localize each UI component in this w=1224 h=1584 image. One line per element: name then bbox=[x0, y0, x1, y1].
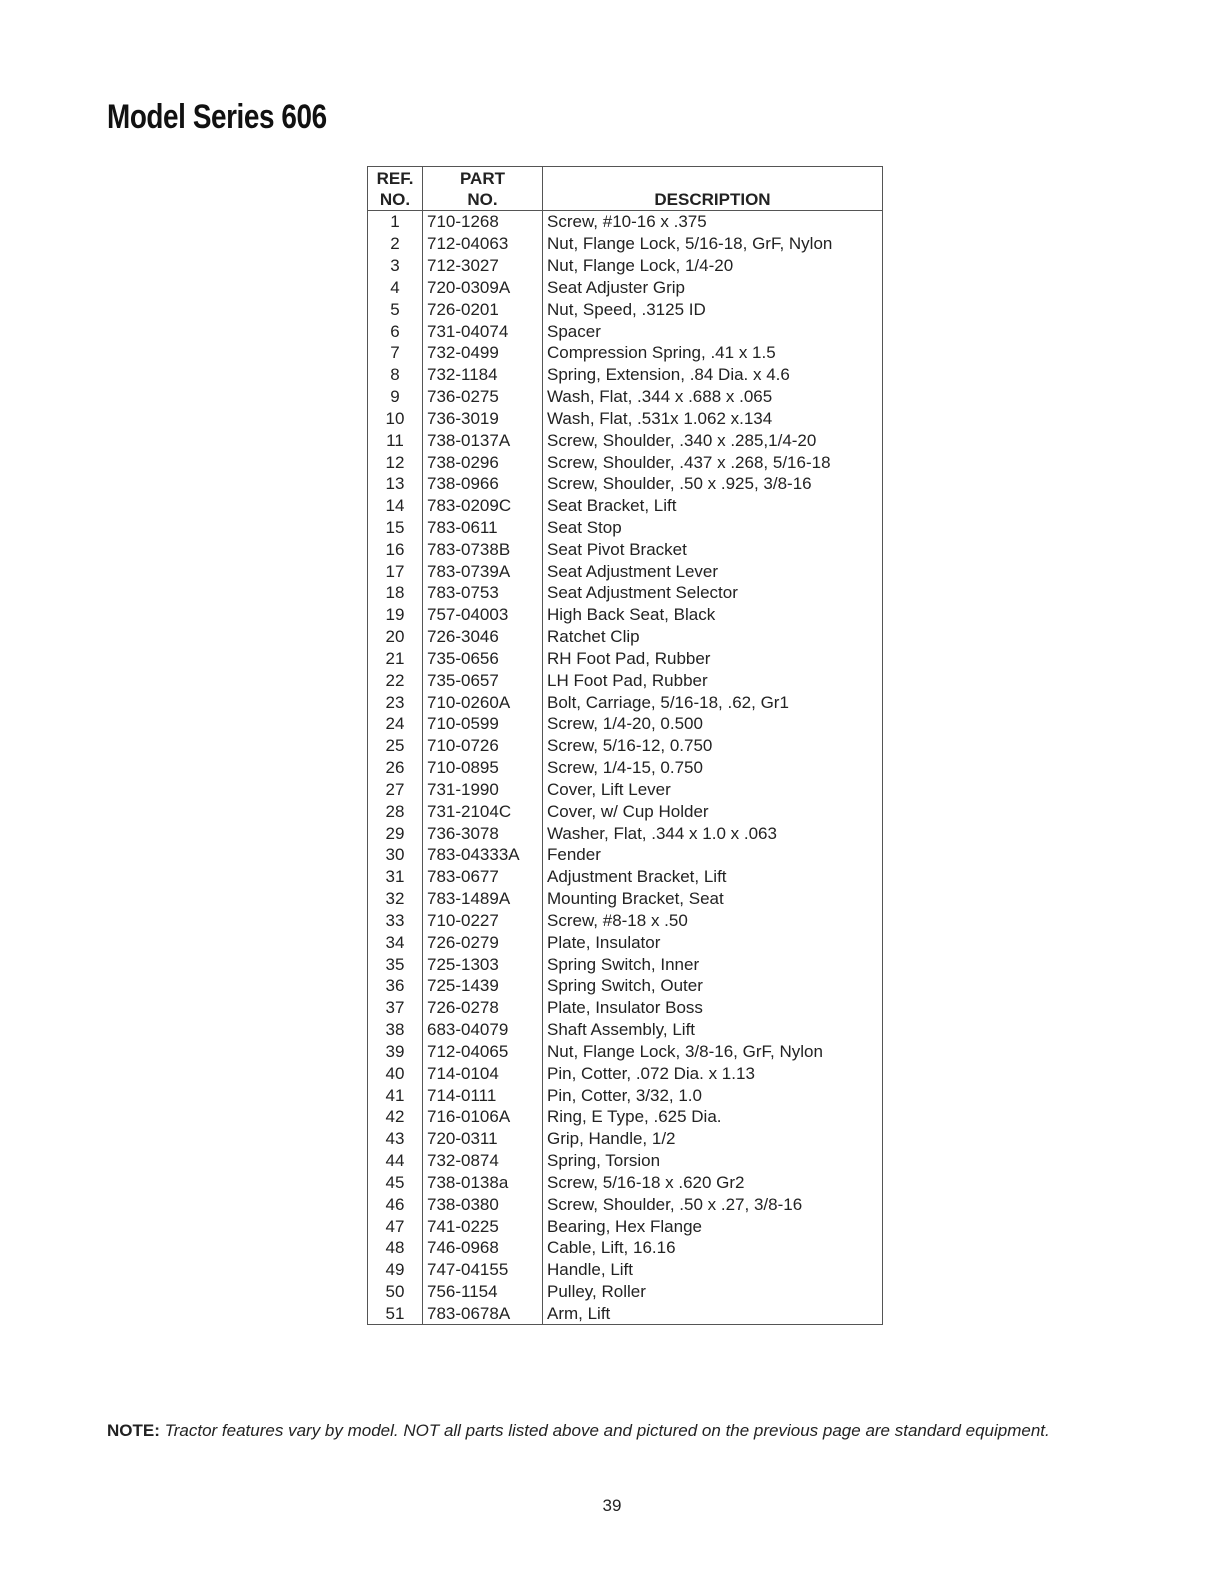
ref-no-cell: 36 bbox=[368, 975, 423, 997]
parts-table-body bbox=[368, 211, 883, 1325]
description-cell: Cover, Lift Lever bbox=[543, 779, 883, 801]
table-row bbox=[368, 386, 883, 408]
parts-table bbox=[367, 166, 883, 1325]
description-cell: RH Foot Pad, Rubber bbox=[543, 648, 883, 670]
table-row bbox=[368, 626, 883, 648]
part-no-cell: 731-2104C bbox=[423, 800, 543, 822]
description-cell: Nut, Flange Lock, 3/8-16, GrF, Nylon bbox=[543, 1040, 883, 1062]
ref-no-cell: 17 bbox=[368, 560, 423, 582]
description-cell: Screw, #10-16 x .375 bbox=[543, 211, 883, 233]
part-no-cell: 756-1154 bbox=[423, 1281, 543, 1303]
description-cell: Cable, Lift, 16.16 bbox=[543, 1237, 883, 1259]
part-no-cell: 731-04074 bbox=[423, 320, 543, 342]
part-no-cell: 736-0275 bbox=[423, 386, 543, 408]
part-no-cell: 738-0380 bbox=[423, 1193, 543, 1215]
note-label: NOTE: bbox=[107, 1421, 160, 1440]
table-row bbox=[368, 888, 883, 910]
ref-no-cell: 10 bbox=[368, 407, 423, 429]
table-row bbox=[368, 1171, 883, 1193]
part-no-cell: 726-0278 bbox=[423, 997, 543, 1019]
description-cell: Nut, Speed, .3125 ID bbox=[543, 298, 883, 320]
part-no-cell: 783-0753 bbox=[423, 582, 543, 604]
ref-no-cell: 11 bbox=[368, 429, 423, 451]
description-cell: Screw, 5/16-18 x .620 Gr2 bbox=[543, 1171, 883, 1193]
part-no-cell: 757-04003 bbox=[423, 604, 543, 626]
table-row bbox=[368, 779, 883, 801]
table-row bbox=[368, 451, 883, 473]
table-row bbox=[368, 866, 883, 888]
description-cell: Screw, #8-18 x .50 bbox=[543, 910, 883, 932]
part-no-cell: 712-3027 bbox=[423, 255, 543, 277]
table-row bbox=[368, 735, 883, 757]
description-cell: Spring Switch, Inner bbox=[543, 953, 883, 975]
table-row bbox=[368, 298, 883, 320]
description-cell: Plate, Insulator bbox=[543, 931, 883, 953]
description-cell: Bolt, Carriage, 5/16-18, .62, Gr1 bbox=[543, 691, 883, 713]
note-text: Tractor features vary by model. NOT all parts listed above and pictured on the previous page are standard equipment. bbox=[164, 1421, 1050, 1440]
ref-no-cell: 6 bbox=[368, 320, 423, 342]
description-cell: Grip, Handle, 1/2 bbox=[543, 1128, 883, 1150]
table-row bbox=[368, 1215, 883, 1237]
table-row bbox=[368, 320, 883, 342]
description-cell: Seat Pivot Bracket bbox=[543, 538, 883, 560]
part-no-cell: 746-0968 bbox=[423, 1237, 543, 1259]
ref-no-cell: 31 bbox=[368, 866, 423, 888]
ref-no-cell: 51 bbox=[368, 1302, 423, 1324]
table-row bbox=[368, 473, 883, 495]
table-row bbox=[368, 800, 883, 822]
table-row bbox=[368, 1084, 883, 1106]
description-cell: Nut, Flange Lock, 1/4-20 bbox=[543, 255, 883, 277]
part-no-cell: 714-0104 bbox=[423, 1062, 543, 1084]
ref-no-cell: 8 bbox=[368, 364, 423, 386]
table-row bbox=[368, 560, 883, 582]
description-cell: Screw, 1/4-15, 0.750 bbox=[543, 757, 883, 779]
part-no-cell: 783-0738B bbox=[423, 538, 543, 560]
ref-no-cell: 41 bbox=[368, 1084, 423, 1106]
part-no-cell: 783-0739A bbox=[423, 560, 543, 582]
description-cell: Pulley, Roller bbox=[543, 1281, 883, 1303]
part-no-cell: 736-3078 bbox=[423, 822, 543, 844]
part-no-cell: 732-0499 bbox=[423, 342, 543, 364]
footnote bbox=[107, 1421, 1050, 1441]
table-row bbox=[368, 669, 883, 691]
description-cell: Pin, Cotter, 3/32, 1.0 bbox=[543, 1084, 883, 1106]
part-no-cell: 783-1489A bbox=[423, 888, 543, 910]
ref-no-cell: 45 bbox=[368, 1171, 423, 1193]
table-row bbox=[368, 211, 883, 233]
description-cell: Arm, Lift bbox=[543, 1302, 883, 1324]
description-cell: Screw, 5/16-12, 0.750 bbox=[543, 735, 883, 757]
description-cell: Screw, 1/4-20, 0.500 bbox=[543, 713, 883, 735]
ref-no-cell: 47 bbox=[368, 1215, 423, 1237]
table-row bbox=[368, 953, 883, 975]
part-no-cell: 736-3019 bbox=[423, 407, 543, 429]
ref-no-cell: 20 bbox=[368, 626, 423, 648]
table-row bbox=[368, 517, 883, 539]
ref-no-cell: 33 bbox=[368, 910, 423, 932]
ref-no-cell: 46 bbox=[368, 1193, 423, 1215]
ref-no-cell: 4 bbox=[368, 276, 423, 298]
table-row bbox=[368, 648, 883, 670]
ref-no-cell: 18 bbox=[368, 582, 423, 604]
ref-no-cell: 35 bbox=[368, 953, 423, 975]
table-row bbox=[368, 342, 883, 364]
part-no-cell: 731-1990 bbox=[423, 779, 543, 801]
ref-no-cell: 42 bbox=[368, 1106, 423, 1128]
header-ref-line1: REF. bbox=[376, 169, 414, 188]
ref-no-cell: 38 bbox=[368, 1019, 423, 1041]
table-row bbox=[368, 582, 883, 604]
description-cell: Fender bbox=[543, 844, 883, 866]
part-no-cell: 741-0225 bbox=[423, 1215, 543, 1237]
part-no-cell: 683-04079 bbox=[423, 1019, 543, 1041]
description-cell: Screw, Shoulder, .437 x .268, 5/16-18 bbox=[543, 451, 883, 473]
ref-no-cell: 25 bbox=[368, 735, 423, 757]
part-no-cell: 720-0309A bbox=[423, 276, 543, 298]
description-cell: Seat Adjustment Selector bbox=[543, 582, 883, 604]
table-row bbox=[368, 1237, 883, 1259]
table-row bbox=[368, 538, 883, 560]
ref-no-cell: 32 bbox=[368, 888, 423, 910]
ref-no-cell: 15 bbox=[368, 517, 423, 539]
header-part-line2: NO. bbox=[467, 190, 498, 209]
description-cell: Spring Switch, Outer bbox=[543, 975, 883, 997]
part-no-cell: 732-0874 bbox=[423, 1150, 543, 1172]
description-cell: Screw, Shoulder, .340 x .285,1/4-20 bbox=[543, 429, 883, 451]
header-part-no bbox=[423, 167, 543, 211]
table-row bbox=[368, 1062, 883, 1084]
ref-no-cell: 50 bbox=[368, 1281, 423, 1303]
description-cell: Ratchet Clip bbox=[543, 626, 883, 648]
description-cell: Wash, Flat, .344 x .688 x .065 bbox=[543, 386, 883, 408]
table-row bbox=[368, 364, 883, 386]
ref-no-cell: 39 bbox=[368, 1040, 423, 1062]
description-cell: Plate, Insulator Boss bbox=[543, 997, 883, 1019]
description-cell: Bearing, Hex Flange bbox=[543, 1215, 883, 1237]
part-no-cell: 783-04333A bbox=[423, 844, 543, 866]
description-cell: Seat Bracket, Lift bbox=[543, 495, 883, 517]
part-no-cell: 732-1184 bbox=[423, 364, 543, 386]
part-no-cell: 726-0201 bbox=[423, 298, 543, 320]
part-no-cell: 783-0611 bbox=[423, 517, 543, 539]
table-row bbox=[368, 1040, 883, 1062]
table-row bbox=[368, 276, 883, 298]
description-cell: Spring, Extension, .84 Dia. x 4.6 bbox=[543, 364, 883, 386]
table-row bbox=[368, 910, 883, 932]
table-row bbox=[368, 822, 883, 844]
part-no-cell: 783-0678A bbox=[423, 1302, 543, 1324]
description-cell: Compression Spring, .41 x 1.5 bbox=[543, 342, 883, 364]
header-ref-line2: NO. bbox=[379, 190, 411, 209]
ref-no-cell: 2 bbox=[368, 233, 423, 255]
ref-no-cell: 9 bbox=[368, 386, 423, 408]
part-no-cell: 738-0296 bbox=[423, 451, 543, 473]
ref-no-cell: 3 bbox=[368, 255, 423, 277]
header-ref-no bbox=[368, 167, 423, 211]
part-no-cell: 725-1439 bbox=[423, 975, 543, 997]
ref-no-cell: 23 bbox=[368, 691, 423, 713]
ref-no-cell: 34 bbox=[368, 931, 423, 953]
part-no-cell: 720-0311 bbox=[423, 1128, 543, 1150]
part-no-cell: 716-0106A bbox=[423, 1106, 543, 1128]
ref-no-cell: 44 bbox=[368, 1150, 423, 1172]
ref-no-cell: 30 bbox=[368, 844, 423, 866]
part-no-cell: 783-0209C bbox=[423, 495, 543, 517]
ref-no-cell: 28 bbox=[368, 800, 423, 822]
description-cell: Handle, Lift bbox=[543, 1259, 883, 1281]
page-number: 39 bbox=[602, 1496, 622, 1515]
ref-no-cell: 1 bbox=[368, 211, 423, 233]
table-row bbox=[368, 844, 883, 866]
parts-table-header bbox=[368, 167, 883, 211]
table-row bbox=[368, 495, 883, 517]
table-row bbox=[368, 407, 883, 429]
part-no-cell: 735-0657 bbox=[423, 669, 543, 691]
table-row bbox=[368, 1302, 883, 1324]
part-no-cell: 712-04065 bbox=[423, 1040, 543, 1062]
description-cell: Ring, E Type, .625 Dia. bbox=[543, 1106, 883, 1128]
table-row bbox=[368, 604, 883, 626]
ref-no-cell: 37 bbox=[368, 997, 423, 1019]
table-row bbox=[368, 931, 883, 953]
part-no-cell: 738-0966 bbox=[423, 473, 543, 495]
part-no-cell: 726-0279 bbox=[423, 931, 543, 953]
part-no-cell: 710-0599 bbox=[423, 713, 543, 735]
table-row bbox=[368, 233, 883, 255]
part-no-cell: 738-0138a bbox=[423, 1171, 543, 1193]
description-cell: Cover, w/ Cup Holder bbox=[543, 800, 883, 822]
ref-no-cell: 21 bbox=[368, 648, 423, 670]
ref-no-cell: 13 bbox=[368, 473, 423, 495]
part-no-cell: 747-04155 bbox=[423, 1259, 543, 1281]
ref-no-cell: 26 bbox=[368, 757, 423, 779]
part-no-cell: 710-0726 bbox=[423, 735, 543, 757]
description-cell: Adjustment Bracket, Lift bbox=[543, 866, 883, 888]
ref-no-cell: 48 bbox=[368, 1237, 423, 1259]
ref-no-cell: 40 bbox=[368, 1062, 423, 1084]
ref-no-cell: 12 bbox=[368, 451, 423, 473]
description-cell: Washer, Flat, .344 x 1.0 x .063 bbox=[543, 822, 883, 844]
table-row bbox=[368, 975, 883, 997]
part-no-cell: 726-3046 bbox=[423, 626, 543, 648]
ref-no-cell: 19 bbox=[368, 604, 423, 626]
ref-no-cell: 24 bbox=[368, 713, 423, 735]
ref-no-cell: 27 bbox=[368, 779, 423, 801]
ref-no-cell: 49 bbox=[368, 1259, 423, 1281]
part-no-cell: 710-0260A bbox=[423, 691, 543, 713]
ref-no-cell: 22 bbox=[368, 669, 423, 691]
table-row bbox=[368, 1281, 883, 1303]
table-row bbox=[368, 1019, 883, 1041]
description-cell: Pin, Cotter, .072 Dia. x 1.13 bbox=[543, 1062, 883, 1084]
description-cell: Mounting Bracket, Seat bbox=[543, 888, 883, 910]
part-no-cell: 710-1268 bbox=[423, 211, 543, 233]
description-cell: Spring, Torsion bbox=[543, 1150, 883, 1172]
table-row bbox=[368, 997, 883, 1019]
table-row bbox=[368, 713, 883, 735]
page-title: Model Series 606 bbox=[107, 98, 327, 136]
table-row bbox=[368, 1106, 883, 1128]
description-cell: Seat Stop bbox=[543, 517, 883, 539]
description-cell: Seat Adjuster Grip bbox=[543, 276, 883, 298]
header-description bbox=[543, 167, 883, 211]
table-row bbox=[368, 255, 883, 277]
table-row bbox=[368, 1259, 883, 1281]
description-cell: Wash, Flat, .531x 1.062 x.134 bbox=[543, 407, 883, 429]
description-cell: High Back Seat, Black bbox=[543, 604, 883, 626]
table-row bbox=[368, 429, 883, 451]
part-no-cell: 735-0656 bbox=[423, 648, 543, 670]
part-no-cell: 783-0677 bbox=[423, 866, 543, 888]
description-cell: Screw, Shoulder, .50 x .925, 3/8-16 bbox=[543, 473, 883, 495]
header-desc-label: DESCRIPTION bbox=[654, 190, 771, 209]
ref-no-cell: 43 bbox=[368, 1128, 423, 1150]
table-row bbox=[368, 1150, 883, 1172]
part-no-cell: 738-0137A bbox=[423, 429, 543, 451]
ref-no-cell: 14 bbox=[368, 495, 423, 517]
table-row bbox=[368, 1193, 883, 1215]
table-row bbox=[368, 1128, 883, 1150]
ref-no-cell: 5 bbox=[368, 298, 423, 320]
description-cell: LH Foot Pad, Rubber bbox=[543, 669, 883, 691]
ref-no-cell: 29 bbox=[368, 822, 423, 844]
description-cell: Screw, Shoulder, .50 x .27, 3/8-16 bbox=[543, 1193, 883, 1215]
description-cell: Shaft Assembly, Lift bbox=[543, 1019, 883, 1041]
table-row bbox=[368, 757, 883, 779]
part-no-cell: 712-04063 bbox=[423, 233, 543, 255]
description-cell: Seat Adjustment Lever bbox=[543, 560, 883, 582]
ref-no-cell: 16 bbox=[368, 538, 423, 560]
header-part-line1: PART bbox=[459, 169, 505, 188]
part-no-cell: 714-0111 bbox=[423, 1084, 543, 1106]
part-no-cell: 710-0895 bbox=[423, 757, 543, 779]
description-cell: Nut, Flange Lock, 5/16-18, GrF, Nylon bbox=[543, 233, 883, 255]
part-no-cell: 725-1303 bbox=[423, 953, 543, 975]
part-no-cell: 710-0227 bbox=[423, 910, 543, 932]
table-row bbox=[368, 691, 883, 713]
description-cell: Spacer bbox=[543, 320, 883, 342]
ref-no-cell: 7 bbox=[368, 342, 423, 364]
